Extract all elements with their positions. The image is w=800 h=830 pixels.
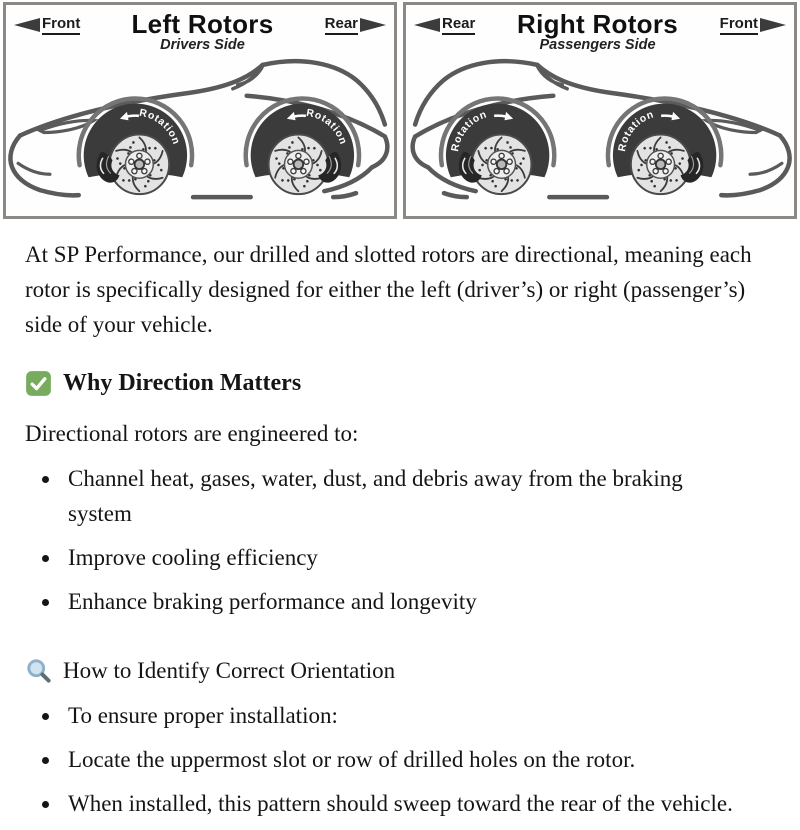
- list-item: • Enhance braking performance and longevity: [62, 584, 752, 619]
- right-arrow-icon: [760, 18, 786, 32]
- panel-subtitle: Drivers Side: [160, 36, 245, 53]
- list-item: • Channel heat, gases, water, dust, and debris away from the braking system: [62, 461, 752, 531]
- direction-text: Rear: [442, 15, 475, 35]
- rear-direction-label: [414, 15, 475, 35]
- front-direction-label: [14, 15, 80, 35]
- car-illustration-left: [6, 52, 394, 216]
- magnifying-glass-icon: [25, 657, 52, 684]
- orientation-list: [25, 698, 752, 821]
- panel-header: [406, 10, 794, 52]
- rotor-direction-figure: [0, 0, 800, 221]
- panel-title: Right Rotors: [517, 9, 679, 39]
- panel-titles: [517, 11, 678, 52]
- section-title: Why Direction Matters: [63, 370, 302, 396]
- panel-subtitle: Passengers Side: [539, 36, 656, 53]
- direction-text: Front: [720, 15, 758, 35]
- rear-direction-label: [325, 15, 386, 35]
- list-item: • Locate the uppermost slot or row of drilled holes on the rotor.: [62, 742, 752, 777]
- section-title: How to Identify Correct Orientation: [63, 657, 396, 683]
- front-direction-label: [720, 15, 786, 35]
- benefits-list: [25, 461, 752, 619]
- direction-text: Rear: [325, 15, 358, 35]
- right-rotors-panel: [403, 2, 797, 219]
- direction-text: Front: [42, 15, 80, 35]
- intro-paragraph: At SP Performance, our drilled and slotted rotors are directional, meaning each rotor is specifically designed for either the left (driver’s) or right (passenger’s) side of your vehicle.: [25, 242, 752, 337]
- car-illustration-right: [406, 52, 794, 216]
- left-rotors-panel: [3, 2, 397, 219]
- lead-paragraph: Directional rotors are engineered to:: [25, 421, 359, 446]
- panel-titles: [132, 11, 274, 52]
- panel-title: Left Rotors: [131, 9, 274, 39]
- panel-header: [6, 10, 394, 52]
- section-how-to-identify: [25, 657, 775, 684]
- list-item: • When installed, this pattern should sweep toward the rear of the vehicle.: [62, 786, 752, 821]
- section-why-direction-matters: [25, 370, 775, 397]
- list-item: • Improve cooling efficiency: [62, 540, 752, 575]
- check-mark-icon: [25, 370, 52, 397]
- left-arrow-icon: [414, 18, 440, 32]
- list-item: • To ensure proper installation:: [62, 698, 752, 733]
- left-arrow-icon: [14, 18, 40, 32]
- right-arrow-icon: [360, 18, 386, 32]
- article-body: [0, 237, 800, 821]
